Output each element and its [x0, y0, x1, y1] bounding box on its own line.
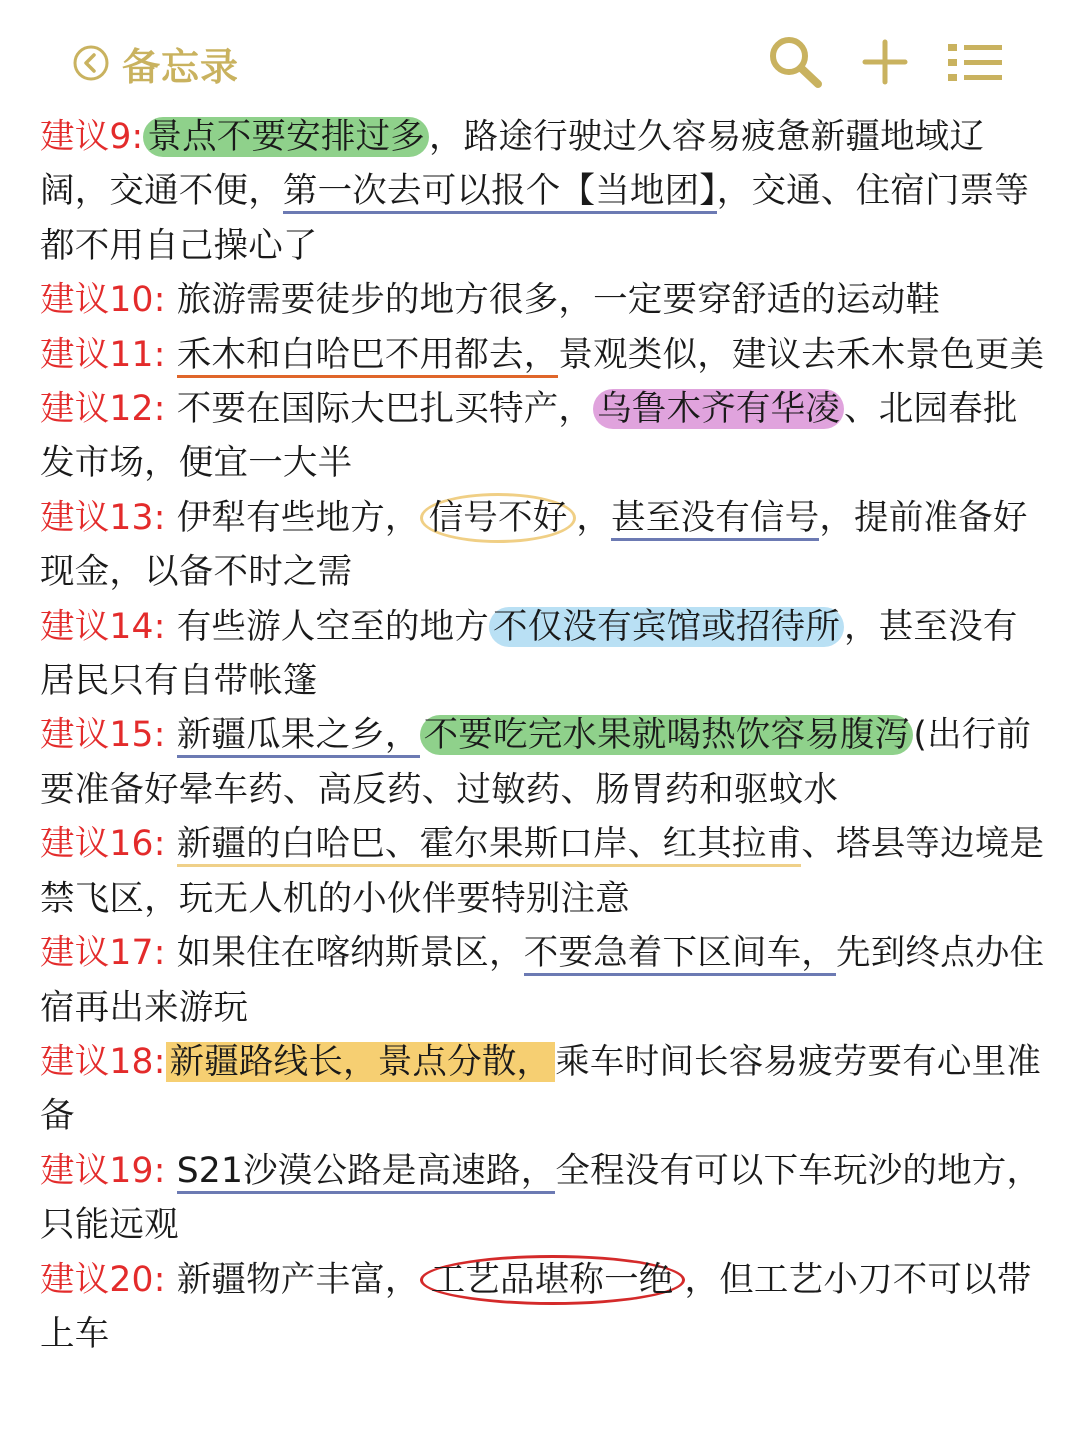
- note-text: (出行前要准备好晕车药、高反药、过敏药、肠胃药和驱蚊水: [40, 715, 1032, 810]
- circled-text: 工艺品堪称一绝: [420, 1255, 685, 1305]
- underline-text: S21沙漠公路是高速路，: [177, 1151, 556, 1194]
- note-paragraph: [40, 491, 1050, 600]
- highlight: 新疆路线长，景点分散，: [166, 1042, 556, 1082]
- note-paragraph: [40, 273, 1050, 327]
- underline-text: 新疆的白哈巴、霍尔果斯口岸、红其拉甫: [177, 824, 802, 867]
- underline-text: 第一次去可以报个【当地团】: [283, 171, 717, 214]
- suggestion-label: 建议9:: [40, 117, 144, 157]
- underline-text: 禾木和白哈巴不用都去，: [177, 335, 559, 378]
- search-icon: [766, 34, 826, 90]
- note-text: ，但工艺小刀不可以带上车: [40, 1259, 1032, 1354]
- list-view-button[interactable]: [944, 34, 1008, 90]
- note-paragraph: [40, 382, 1050, 491]
- highlight: 不仅没有宾馆或招待所: [489, 607, 844, 647]
- note-text: 先到终点办住宿再出来游玩: [40, 933, 1045, 1028]
- highlight: 乌鲁木齐有华凌: [593, 389, 844, 429]
- circled-text: 信号不好: [420, 493, 577, 543]
- note-text: 全程没有可以下车玩沙的地方，只能远观: [40, 1150, 1042, 1246]
- note-text: 乘车时间长容易疲劳要有心里准备: [40, 1041, 1042, 1137]
- note-body[interactable]: [40, 110, 1050, 1361]
- note-paragraph: [40, 817, 1050, 926]
- note-text: 、北园春批发市场，便宜一大半: [40, 389, 1018, 484]
- note-text: 不要在国际大巴扎买特产，: [176, 389, 594, 430]
- back-circle-icon: [72, 44, 110, 82]
- note-text: 如果住在喀纳斯景区，: [176, 933, 524, 974]
- suggestion-label: 建议10:: [40, 280, 166, 321]
- note-paragraph: [40, 926, 1050, 1035]
- note-text: 伊犁有些地方，: [176, 497, 420, 538]
- suggestion-label: 建议16:: [40, 824, 166, 865]
- note-text: ，提前准备好现金，以备不时之需: [40, 497, 1028, 593]
- underline-text: 新疆瓜果之乡，: [177, 715, 420, 758]
- note-text: 新疆物产丰富，: [176, 1259, 420, 1300]
- note-paragraph: [40, 600, 1050, 709]
- note-paragraph: [40, 708, 1050, 817]
- suggestion-label: 建议11:: [40, 334, 166, 375]
- back-button[interactable]: [72, 38, 239, 88]
- note-paragraph: [40, 1144, 1050, 1253]
- note-text: 景观类似，建议去禾木景色更美: [558, 334, 1045, 375]
- note-paragraph: [40, 328, 1050, 382]
- add-note-button[interactable]: [860, 34, 910, 90]
- note-text: ，甚至没有居民只有自带帐篷: [40, 606, 1018, 702]
- note-text: 有些游人空至的地方: [176, 606, 490, 647]
- highlight: 景点不要安排过多: [143, 117, 429, 157]
- suggestion-label: 建议15:: [40, 715, 166, 756]
- note-text: ，交通、住宿门票等都不用自己操心了: [40, 171, 1030, 266]
- back-label: 备忘录: [122, 44, 240, 89]
- note-paragraph: [40, 110, 1050, 273]
- note-paragraph: [40, 1253, 1050, 1362]
- note-text: 、塔县等边境是禁飞区，玩无人机的小伙伴要特别注意: [40, 824, 1045, 919]
- suggestion-label: 建议17:: [40, 933, 166, 974]
- plus-icon: [860, 34, 910, 90]
- suggestion-label: 建议18:: [40, 1041, 166, 1082]
- suggestion-label: 建议19:: [40, 1150, 166, 1191]
- note-text: ，路途行驶过久容易疲惫新疆地域辽阔，交通不便，: [40, 117, 985, 212]
- suggestion-label: 建议13:: [40, 497, 166, 538]
- suggestion-label: 建议20:: [40, 1259, 166, 1300]
- underline-text: 不要急着下区间车，: [524, 933, 836, 976]
- note-text: ，: [576, 497, 612, 538]
- note-paragraph: [40, 1035, 1050, 1144]
- highlight: 不要吃完水果就喝热饮容易腹泻: [420, 715, 914, 755]
- suggestion-label: 建议12:: [40, 389, 166, 430]
- search-button[interactable]: [766, 34, 826, 90]
- underline-text: 甚至没有信号: [611, 498, 819, 541]
- note-text: 旅游需要徒步的地方很多，一定要穿舒适的运动鞋: [176, 280, 941, 321]
- list-icon: [944, 34, 1008, 90]
- top-toolbar: [0, 0, 1080, 110]
- suggestion-label: 建议14:: [40, 606, 166, 647]
